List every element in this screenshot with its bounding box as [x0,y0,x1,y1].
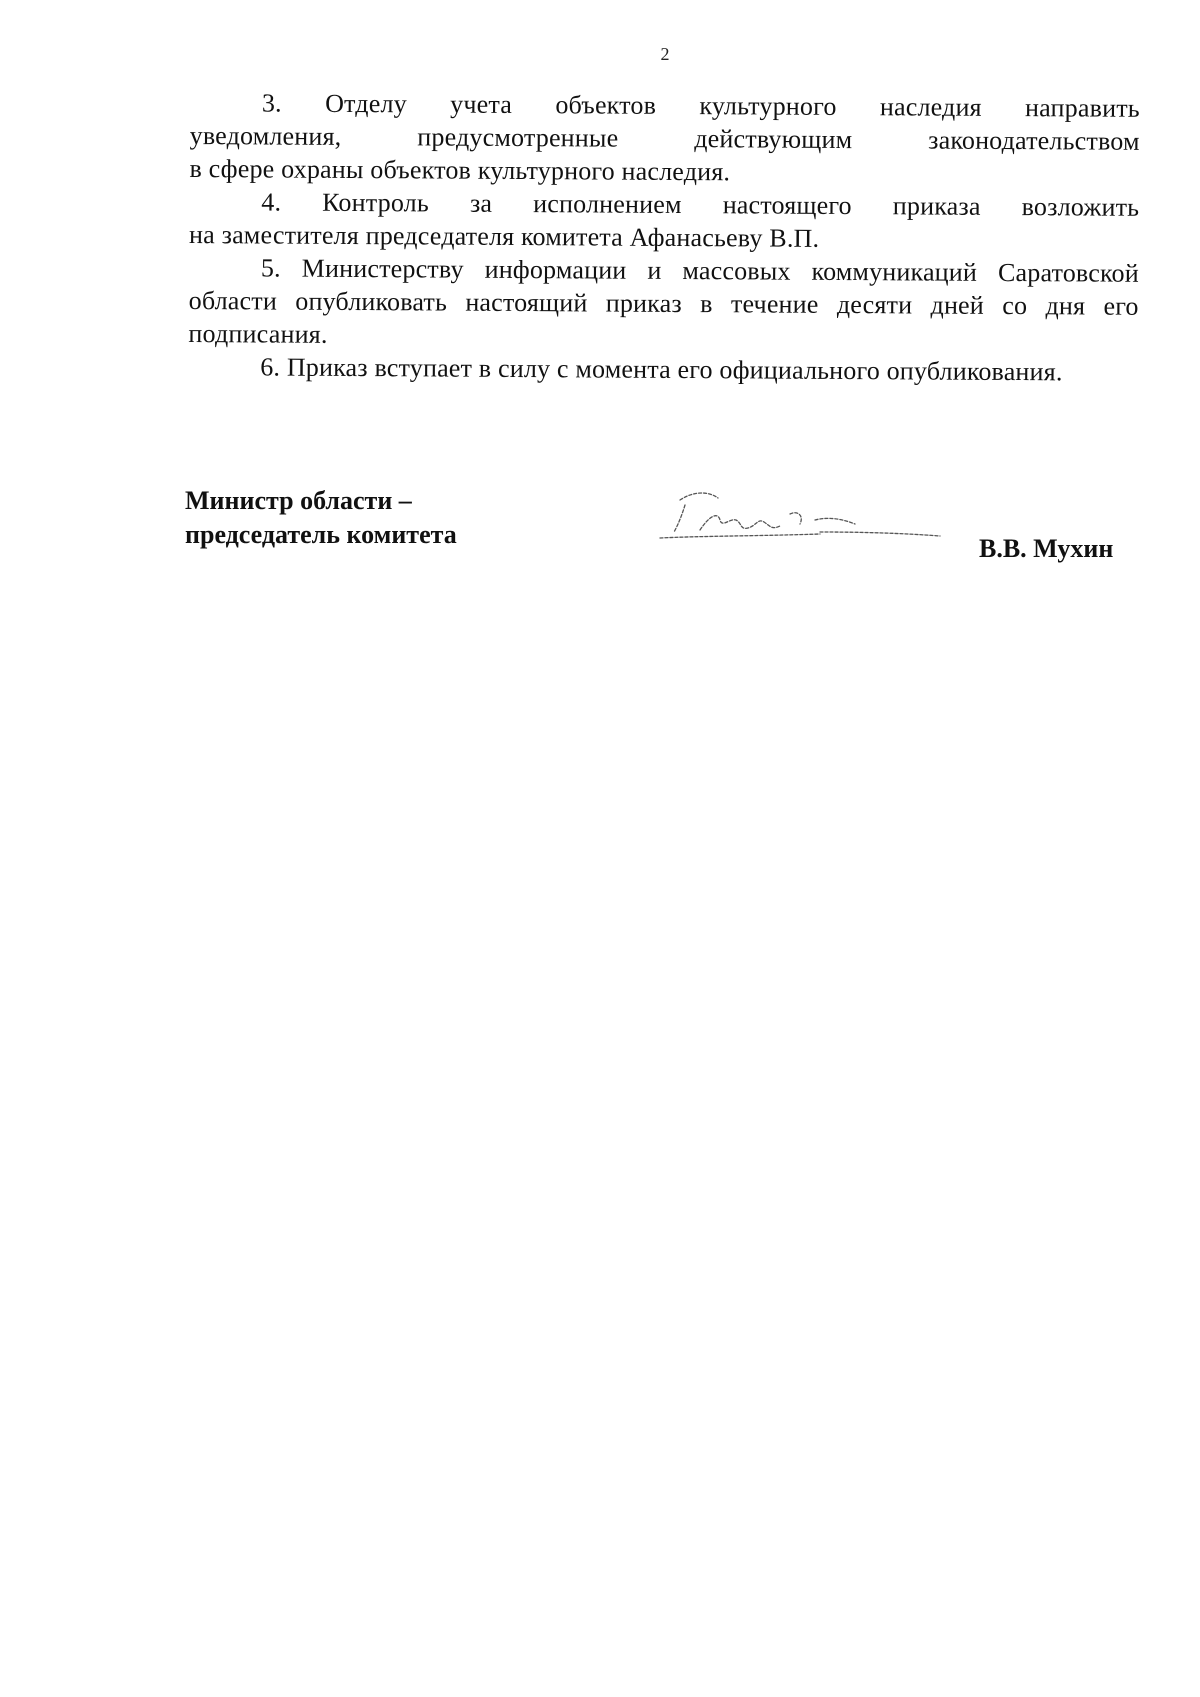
paragraph-6-line-1: 6. Приказ вступает в силу с момента его официального опубликования. [260,352,1063,387]
paragraph-3-line-3: в сфере охраны объектов культурного наследия. [189,153,731,187]
document-body [188,86,1140,389]
paragraph-3-line-2: уведомления, предусмотренные действующим законодательством [189,120,1140,156]
signatory-name: В.В. Мухин [979,534,1114,563]
handwritten-signature [640,480,960,560]
paragraph-4-line-1: 4. Контроль за исполнением настоящего приказа возложить [261,187,1140,222]
paragraph-5-line-3: подписания. [188,318,328,349]
signatory-title [185,484,457,552]
paragraph-3-line-1: 3. Отделу учета объектов культурного наследия направить [261,88,1140,123]
signatory-title-line-2: председатель комитета [185,520,457,549]
paragraph-5-line-2: области опубликовать настоящий приказ в течение десяти дней со дня его [188,285,1139,321]
signatory-title-line-1: Министр области – [185,486,412,515]
paragraph-5-line-1: 5. Министерству информации и массовых коммуникаций Саратовской [260,253,1139,288]
page-number: 2 [660,44,670,64]
paragraph-4-line-2: на заместителя председателя комитета Афанасьеву В.П. [189,219,820,253]
